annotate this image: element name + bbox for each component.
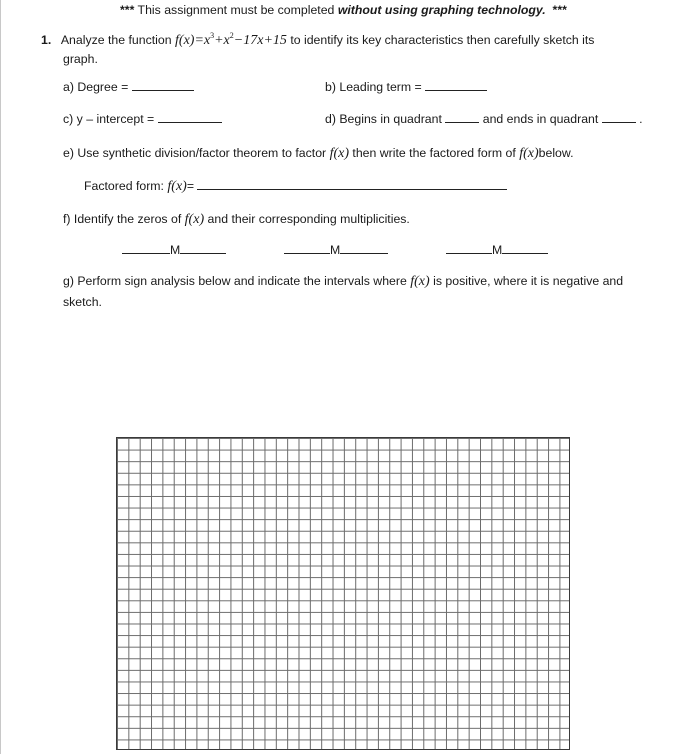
zero-multiplicity-2 bbox=[284, 243, 388, 257]
multiplicity-blank-1[interactable] bbox=[180, 243, 226, 254]
header-emphasis: without using graphing technology. bbox=[337, 3, 546, 17]
page-left-edge bbox=[0, 0, 1, 754]
factored-form-fx: f(x) bbox=[167, 179, 187, 194]
part-g-line-2: sketch. bbox=[63, 295, 102, 309]
intro-text-cont: to identify its key characteristics then carefully sketch its bbox=[290, 33, 595, 47]
part-f-post: and their corresponding multiplicities. bbox=[207, 212, 410, 226]
part-g-post: is positive, where it is negative and bbox=[433, 274, 624, 288]
intro-text: Analyze the function bbox=[60, 33, 172, 47]
leading-term-blank[interactable] bbox=[425, 80, 487, 91]
part-d-mid: and ends in quadrant bbox=[482, 112, 599, 126]
zero-multiplicity-1 bbox=[122, 243, 226, 257]
factored-form bbox=[84, 179, 507, 195]
part-e-fx-2: f(x) bbox=[519, 146, 539, 161]
part-f-fx: f(x) bbox=[184, 212, 205, 227]
part-g-fx: f(x) bbox=[410, 274, 430, 289]
part-c-label: c) y – intercept = bbox=[63, 112, 155, 126]
part-g-text: g) Perform sign analysis below and indicate the intervals where bbox=[63, 274, 407, 288]
part-f bbox=[63, 212, 410, 228]
zero-blank-1[interactable] bbox=[122, 243, 170, 254]
part-b-label: b) Leading term = bbox=[325, 80, 422, 94]
part-d-end: . bbox=[639, 112, 643, 126]
part-e-post: below. bbox=[538, 146, 574, 160]
degree-blank[interactable] bbox=[132, 80, 194, 91]
question-number: 1. bbox=[41, 33, 52, 47]
zero-blank-2[interactable] bbox=[284, 243, 330, 254]
header-text: This assignment must be completed bbox=[134, 3, 338, 17]
multiplicity-blank-2[interactable] bbox=[340, 243, 388, 254]
part-e bbox=[63, 146, 574, 162]
header-stars-right: *** bbox=[552, 3, 567, 17]
part-c bbox=[63, 112, 222, 126]
part-e-text: e) Use synthetic division/factor theorem to factor bbox=[63, 146, 327, 160]
function-expression: $f(x)=x^3+x^2-17x+15$ bbox=[175, 31, 287, 48]
question-intro bbox=[41, 31, 594, 49]
part-d bbox=[325, 112, 643, 126]
part-e-fx: f(x) bbox=[329, 146, 349, 161]
graph-grid[interactable] bbox=[116, 437, 570, 750]
header-stars-left: *** bbox=[120, 3, 135, 17]
mult-label-3: M bbox=[492, 243, 503, 257]
part-e-mid: then write the factored form of bbox=[352, 146, 516, 160]
mult-label-1: M bbox=[170, 243, 181, 257]
zero-multiplicity-3 bbox=[446, 243, 548, 257]
ends-quadrant-blank[interactable] bbox=[602, 112, 636, 123]
mult-label-2: M bbox=[330, 243, 341, 257]
y-intercept-blank[interactable] bbox=[158, 112, 222, 123]
part-a-label: a) Degree = bbox=[63, 80, 129, 94]
part-b bbox=[325, 80, 487, 94]
assignment-header bbox=[120, 3, 567, 17]
factored-form-label: Factored form: bbox=[84, 179, 164, 193]
part-g bbox=[63, 274, 623, 290]
zero-blank-3[interactable] bbox=[446, 243, 492, 254]
part-f-text: f) Identify the zeros of bbox=[63, 212, 182, 226]
part-d-label: d) Begins in quadrant bbox=[325, 112, 442, 126]
begins-quadrant-blank[interactable] bbox=[445, 112, 479, 123]
multiplicity-blank-3[interactable] bbox=[502, 243, 548, 254]
intro-line-2: graph. bbox=[63, 52, 98, 66]
factored-form-blank[interactable] bbox=[197, 179, 507, 190]
part-a bbox=[63, 80, 194, 94]
factored-form-eq: = bbox=[186, 179, 195, 193]
